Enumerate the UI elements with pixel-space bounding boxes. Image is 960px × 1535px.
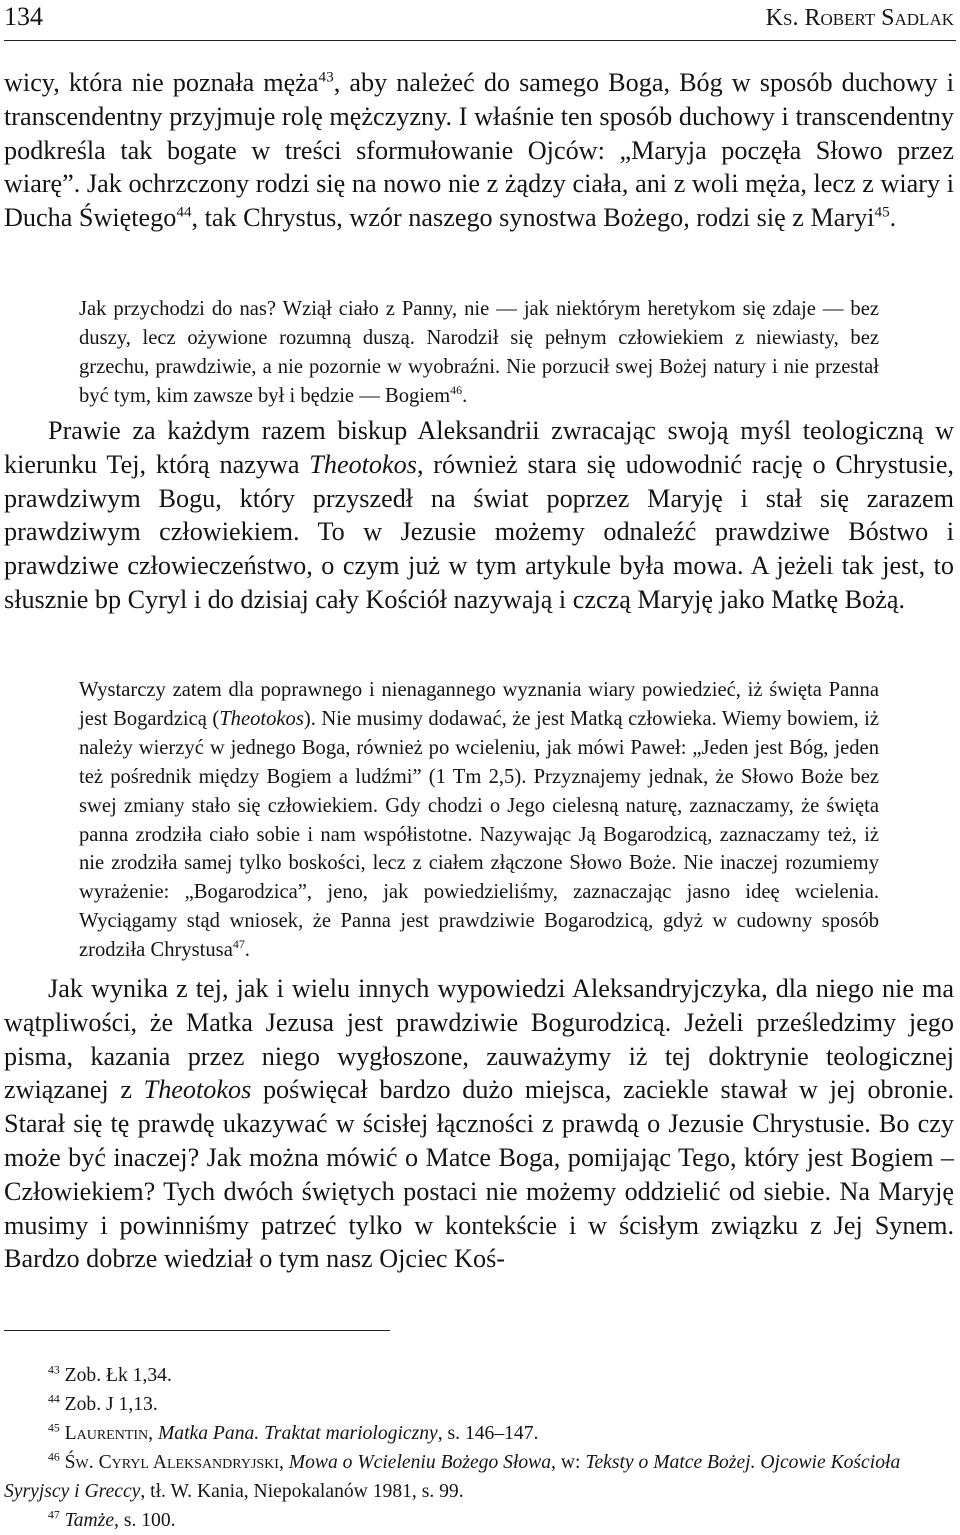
footnote-text: Zob. Łk 1,34. (64, 1365, 172, 1386)
footnote-ref: 45 (874, 203, 890, 221)
body-paragraph-1 (4, 66, 954, 235)
footnote-author: Św. Cyryl Aleksandryjski (64, 1451, 279, 1473)
footnote-number: 46 (48, 1450, 60, 1464)
footnote-number: 44 (48, 1392, 60, 1406)
footnote-44 (4, 1391, 954, 1420)
running-head: Ks. Robert Sadlak (765, 5, 954, 31)
block-quote-2 (79, 676, 879, 965)
footnote-text: , (148, 1422, 158, 1444)
text-run: Prawie za każdym razem biskup Aleksandrii zwracając swoją myśl teologiczną w kierunku Tej, którą nazywa (4, 416, 954, 479)
header-rule (4, 40, 956, 41)
footnote-ref: 47 (232, 937, 245, 952)
body-paragraph-2 (4, 414, 954, 617)
footnote-45 (4, 1420, 954, 1449)
footnote-number: 47 (48, 1508, 60, 1521)
footnote-ref: 43 (318, 68, 334, 86)
footnote-text: , s. 146–147. (437, 1422, 539, 1444)
footnote-number: 45 (48, 1421, 60, 1435)
text-run: , również stara się udowodnić rację o Chrystusie, prawdziwym Bogu, który przyszedł na świat poprzez Maryję i stał się zarazem prawdziwym człowiekiem. To w Jezusie możemy odnaleźć prawdziwe Bóstwo i prawdziwe człowieczeństwo, o czym już w tym artykule była mowa. A jeżeli tak jest, to słusznie bp Cyryl i do dzisiaj cały Kościół nazywają i czczą Maryję jako Matkę Bożą. (4, 449, 954, 614)
italic-term: Theotokos (143, 1075, 252, 1105)
footnote-rule (4, 1330, 390, 1331)
footnote-number: 43 (48, 1363, 60, 1377)
footnote-book-title: Teksty o Matce Bożej. Ojcowie Kościoła Syryjscy i Greccy (4, 1451, 901, 1502)
page-header (4, 2, 954, 38)
body-paragraph-3 (4, 972, 954, 1276)
text-run: Jak przychodzi do nas? Wziął ciało z Panny, nie — jak niektórym heretykom się zdaje — bez duszy, lecz ożywione rozumną duszą. Narodził się pełnym człowiekiem z niewiasty, bez grzechu, prawdziwie, a nie pozornie w wyobraźni. Nie porzucił swej Bożej natury i nie przestał być tym, kim zawsze był i będzie — Bogiem (79, 298, 879, 407)
text-run: ). Nie musimy dodawać, że jest Matką człowieka. Wiemy bowiem, iż należy wierzyć w jednego Boga, również po wcieleniu, jak mówi Paweł: „Jeden jest Bóg, jeden też pośrednik między Bogiem a ludźmi” (1 Tm 2,5). Przyznajemy jednak, że Słowo Boże bez swej zmiany stało się człowiekiem. Gdy chodzi o Jego cielesną naturę, zaznaczamy, że święta panna zrodziła ciało sobie i nam współistotne. Nazywając Ją Bogarodzicą, zaznaczamy też, iż nie zrodziła samej tylko boskości, lecz z ciałem złączone Słowo Boże. Nie inaczej rozumiemy wyrażenie: „Bogarodzica”, jeno, jak powiedzieliśmy, zaznaczając jasno ideę wcielenia. Wyciągamy stąd wniosek, że Panna jest prawdziwie Bogarodzicą, gdyż w cudowny sposób zrodziła Chrystusa (79, 707, 879, 962)
text-run: Jak wynika z tej, jak i wielu innych wypowiedzi Aleksandryjczyka, dla niego nie ma wątpliwości, że Matka Jezusa jest prawdziwie Bogurodzicą. Jeżeli prześledzimy jego pisma, kazania przez niego wygłoszone, zauważymy iż tej doktrynie teologicznej związanej z (4, 974, 954, 1105)
block-quote-1 (79, 295, 879, 411)
text-run: . (244, 939, 250, 962)
footnote-text: , tł. W. Kania, Niepokalanów 1981, s. 99. (140, 1480, 464, 1502)
footnotes (4, 1362, 954, 1535)
footnote-text: , s. 100. (114, 1509, 176, 1531)
footnote-title: Tamże (64, 1509, 115, 1531)
text-run: wicy, która nie poznała męża (4, 68, 319, 97)
italic-term: Theotokos (219, 707, 304, 730)
footnote-title: Mowa o Wcieleniu Bożego Słowa (288, 1451, 552, 1473)
text-run: . (462, 384, 468, 407)
text-run: Wystarczy zatem dla poprawnego i nienagannego wyznania wiary powiedzieć, iż święta Panna jest Bogardzicą ( (79, 679, 879, 730)
page-number: 134 (4, 2, 43, 31)
footnote-text: , (278, 1451, 289, 1473)
footnote-43 (4, 1362, 954, 1391)
footnote-ref: 46 (450, 382, 463, 397)
footnote-text: , w: (551, 1451, 586, 1473)
footnote-author: Laurentin (64, 1422, 149, 1444)
footnote-ref: 44 (176, 203, 192, 221)
text-run: poświęcał bardzo dużo miejsca, zaciekle stawał w jej obronie. Starał się tę prawdę ukazywać w ścisłej łączności z prawdą o Jezusie Chrystusie. Bo czy może być inaczej? Jak można mówić o Matce Boga, pomijając Tego, który jest Bogiem – Człowiekiem? Tych dwóch świętych postaci nie możemy oddzielić od siebie. Na Maryję musimy i powinniśmy patrzeć tylko w kontekście i w ścisłym związku z Jej Synem. Bardzo dobrze wiedział o tym nasz Ojciec Koś- (4, 1075, 955, 1274)
footnote-text: Zob. J 1,13. (64, 1393, 158, 1415)
italic-term: Theotokos (309, 449, 417, 479)
text-run: , tak Chrystus, wzór naszego synostwa Bożego, rodzi się z Maryi (191, 203, 875, 233)
footnote-title: Matka Pana. Traktat mariologiczny (157, 1422, 438, 1444)
footnote-47 (4, 1507, 954, 1535)
text-run: , aby należeć do samego Boga, Bóg w sposób duchowy i transcendentny przyjmuje rolę mężczyzny. I właśnie ten sposób duchowy i transcendentny podkreśla tak bogate w treści sformułowanie Ojców: „Maryja poczęła Słowo przez wiarę”. Jak ochrzczony rodzi się na nowo nie z żądzy ciała, ani z woli męża, lecz z wiary i Ducha Świętego (4, 68, 955, 233)
text-run: . (889, 203, 897, 233)
footnote-46 (4, 1449, 954, 1507)
